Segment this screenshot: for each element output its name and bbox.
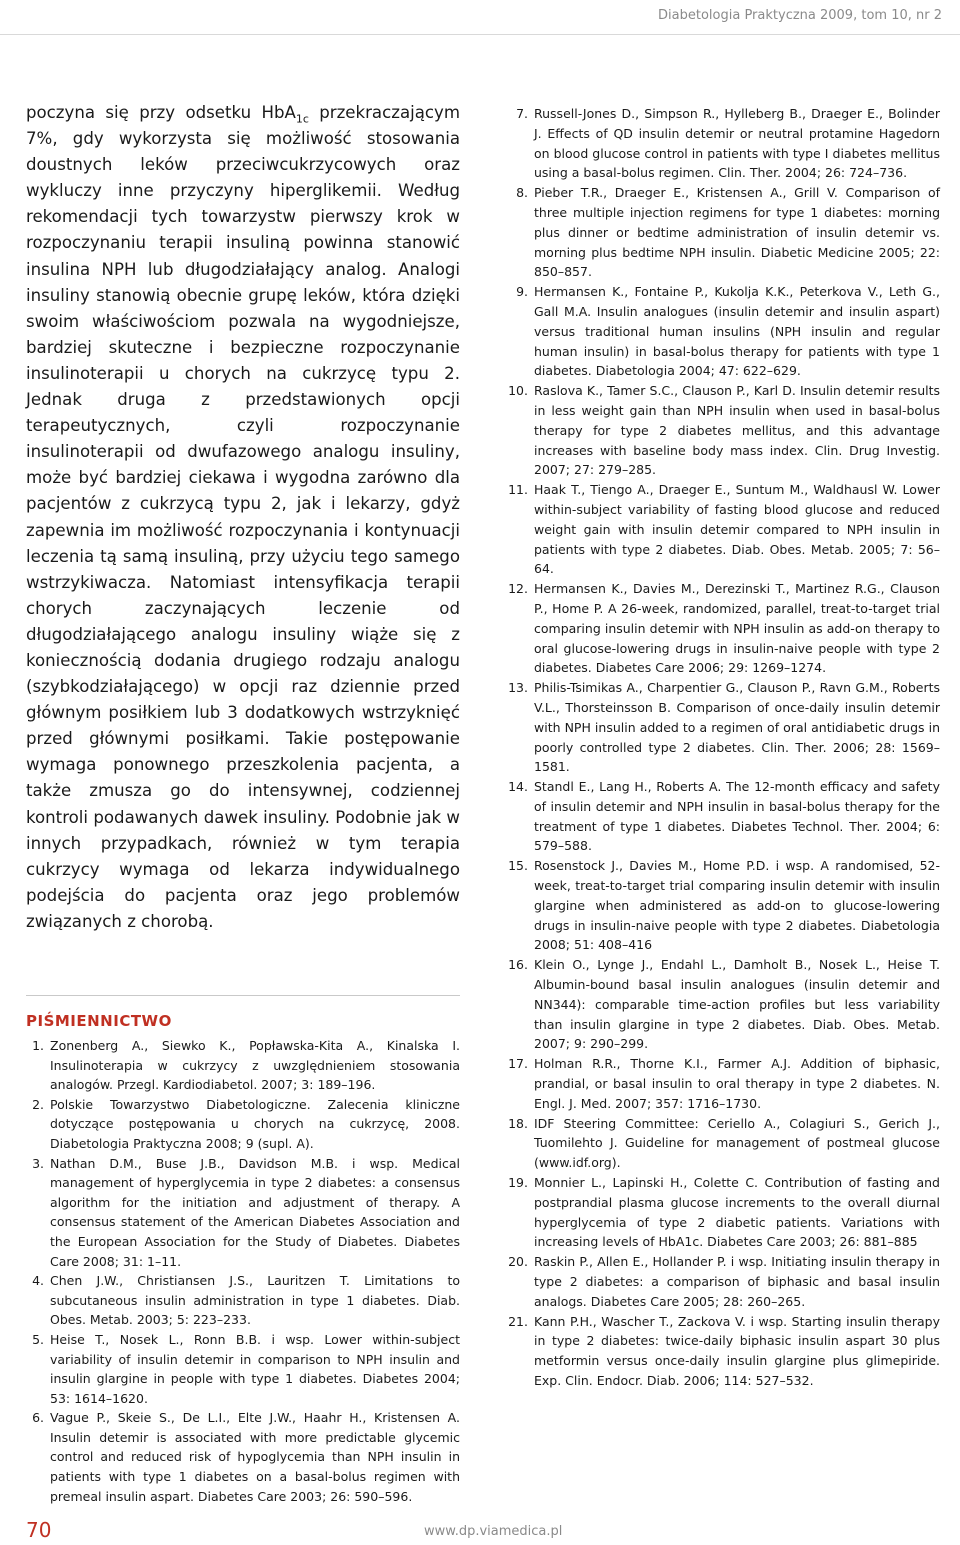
- reference-item: [500, 579, 940, 678]
- reference-number: 2.: [32, 1096, 44, 1112]
- reference-number: 7.: [516, 106, 528, 121]
- hba1c-subscript: 1c: [295, 112, 309, 126]
- reference-number: 15.: [508, 858, 528, 874]
- reference-item: [500, 777, 940, 856]
- body-paragraph: [26, 100, 460, 935]
- reference-number: 20.: [508, 1254, 528, 1270]
- reference-number: 4.: [32, 1273, 44, 1289]
- reference-item: [26, 1271, 460, 1330]
- reference-text: Zonenberg A., Siewko K., Popławska-Kita A., Kinalska I. Insulinoterapia w cukrzycy z uwzględnieniem stosowania analogów. Przegl. Kardiodiabetol. 2007; 3: 189–196.: [50, 1038, 460, 1093]
- reference-text: IDF Steering Committee: Ceriello A., Colagiuri S., Gerich J., Tuomilehto J. Guideline for management of postmeal glucose (www.idf.org).: [534, 1115, 940, 1171]
- reference-number: 18.: [508, 1115, 528, 1131]
- reference-item: [500, 183, 940, 282]
- page-number: 70: [26, 1518, 52, 1542]
- reference-text: Pieber T.R., Draeger E., Kristensen A., Grill V. Comparison of three multiple injection regimens for type 1 diabetes: morning plus dinner or bedtime administration of insulin detemir vs. morning plus bedtime NPH insulin. Diabetic Medicine 2005; 22: 850–857.: [534, 185, 940, 280]
- left-column: [26, 100, 460, 1506]
- reference-item: [500, 480, 940, 579]
- reference-item: [26, 1154, 460, 1272]
- section-divider: [26, 995, 460, 996]
- reference-text: Chen J.W., Christiansen J.S., Lauritzen T. Limitations to subcutaneous insulin administration in type 1 diabetes. Diab. Obes. Metab. 2003; 5: 223–233.: [50, 1273, 460, 1328]
- reference-item: [500, 1114, 940, 1173]
- reference-item: [500, 1252, 940, 1311]
- running-header: [0, 0, 960, 35]
- footer-url: www.dp.viamedica.pl: [424, 1524, 563, 1539]
- reference-item: [500, 1054, 940, 1113]
- reference-text: Haak T., Tiengo A., Draeger E., Suntum M., Waldhausl W. Lower within-subject variability of fasting blood glucose and reduced weight gain with insulin detemir compared to NPH insulin in patients with type 2 diabetes. Diab. Obes. Metab. 2005; 7: 56–64.: [534, 482, 940, 577]
- reference-text: Standl E., Lang H., Roberts A. The 12-month efficacy and safety of insulin detemir and NPH insulin in basal-bolus therapy for the treatment of type 1 diabetes. Diabetes Technol. Ther. 2004; 6: 579–588.: [534, 779, 940, 854]
- reference-text: Russell-Jones D., Simpson R., Hylleberg B., Draeger E., Bolinder J. Effects of QD insulin detemir or neutral protamine Hagedorn on blood glucose control in patients with type I diabetes mellitus using a basal-bolus regimen. Clin. Ther. 2004; 26: 724–736.: [534, 106, 940, 181]
- reference-number: 3.: [32, 1155, 44, 1171]
- reference-text: Nathan D.M., Buse J.B., Davidson M.B. i wsp. Medical management of hyperglycemia in type 2 diabetes: a consensus algorithm for the initiation and adjustment of therapy. A consensus statement of the American Diabetes Association and the European Association for the Study of Diabetes. Diabetes Care 2008; 31: 1–11.: [50, 1155, 460, 1269]
- body-text-rest: przekraczającym 7%, gdy wykorzysta się możliwość stosowania doustnych leków przeciwcukrzycowych oraz wykluczy inne przyczyny hiperglikemii. Według rekomendacji tych towarzystw pierwszy krok w rozpoczynaniu terapii insuliną powinna stanowić insulina NPH lub długodziałający analog. Analogi insuliny stanowią obecnie grupę leków, która dzięki swoim właściwościom pozwala na wygodniejsze, bardziej skuteczne i bezpieczne rozpoczynanie insulinoterapii u chorych na cukrzycę typu 2. Jednak druga z przedstawionych opcji terapeutycznych, czyli rozpoczynanie insulinoterapii od dwufazowego analogu insuliny, może być bardziej ciekawa i wygodna zarówno dla pacjentów z cukrzycą typu 2, jak i lekarzy, gdyż zapewnia im możliwość rozpoczynania i kontynuacji leczenia tą samą insuliną, przy użyciu tego samego wstrzykiwacza. Natomiast intensyfikacja terapii chorych zaczynających leczenie od długodziałającego analogu insuliny wiąże się z koniecznością dodania drugiego rodzaju analogu (szybkodziałającego) w opcji raz dziennie przed głównym posiłkiem lub 3 dodatkowych wstrzyknięć przed głównymi posiłkami. Takie postępowanie wymaga ponownego przeszkolenia pacjenta, a także zmusza go do intensywnej, codziennej kontroli podawanych dawek insuliny. Podobnie jak w innych przypadkach, również w tym terapia cukrzycy wymaga od lekarza indywidualnego podejścia do pacjenta oraz jego problemów związanych z chorobą.: [26, 103, 460, 931]
- reference-item: [500, 282, 940, 381]
- reference-number: 5.: [32, 1331, 44, 1347]
- reference-number: 9.: [516, 284, 528, 300]
- reference-text: Kann P.H., Wascher T., Zackova V. i wsp. Starting insulin therapy in type 2 diabetes: twice-daily biphasic insulin aspart 30 plus metformin versus once-daily insulin glargine plus glimepiride. Exp. Clin. Endocr. Diab. 2006; 114: 527–532.: [534, 1313, 940, 1388]
- reference-text: Raslova K., Tamer S.C., Clauson P., Karl D. Insulin detemir results in less weight gain than NPH insulin when used in basal-bolus therapy for type 2 diabetes mellitus, and this advantage increases with baseline body mass index. Clin. Drug Investig. 2007; 27: 279–285.: [534, 383, 940, 478]
- reference-item: [500, 678, 940, 777]
- reference-item: [500, 856, 940, 955]
- reference-item: [26, 1330, 460, 1408]
- reference-number: 17.: [508, 1056, 528, 1072]
- reference-item: [26, 1036, 460, 1095]
- reference-number: 11.: [508, 482, 528, 498]
- reference-item: [26, 1095, 460, 1154]
- reference-number: 13.: [508, 680, 528, 696]
- reference-number: 1.: [32, 1038, 44, 1053]
- reference-item: [500, 1312, 940, 1391]
- reference-text: Holman R.R., Thorne K.I., Farmer A.J. Addition of biphasic, prandial, or basal insulin to oral therapy in type 2 diabetes. N. Engl. J. Med. 2007; 357: 1716–1730.: [534, 1056, 940, 1111]
- reference-text: Rosenstock J., Davies M., Home P.D. i wsp. A randomised, 52-week, treat-to-target trial comparing insulin detemir with insulin glargine when administered as add-on to glucose-lowering drugs in insulin-naive people with type 2 diabetes. Diabetologia 2008; 51: 408–416: [534, 858, 940, 953]
- reference-number: 19.: [508, 1175, 528, 1191]
- reference-text: Hermansen K., Davies M., Derezinski T., Martinez R.G., Clauson P., Home P. A 26-week, randomized, parallel, treat-to-target trial comparing insulin detemir with NPH insulin as add-on therapy to oral glucose-lowering drugs in insulin-naive people with type 2 diabetes. Diabetes Care 2006; 29: 1269–1274.: [534, 581, 940, 676]
- references-title: PIŚMIENNICTWO: [26, 1012, 172, 1030]
- reference-number: 21.: [508, 1313, 528, 1329]
- reference-number: 8.: [516, 185, 528, 201]
- reference-number: 14.: [508, 779, 528, 795]
- reference-text: Philis-Tsimikas A., Charpentier G., Clauson P., Ravn G.M., Roberts V.L., Thorsteinsson B. Comparison of once-daily insulin detemir with NPH insulin added to a regimen of oral antidiabetic drugs in poorly controlled type 2 diabetes. Clin. Ther. 2006; 28: 1569–1581.: [534, 680, 940, 775]
- reference-text: Monnier L., Lapinski H., Colette C. Contribution of fasting and postprandial plasma glucose increments to the overall diurnal hyperglycemia of type 2 diabetic patients. Variations with increasing levels of HbA1c. Diabetes Care 2003; 26: 881–885: [534, 1175, 940, 1250]
- reference-item: [500, 381, 940, 480]
- reference-text: Raskin P., Allen E., Hollander P. i wsp. Initiating insulin therapy in type 2 diabetes: a comparison of biphasic and basal insulin analogs. Diabetes Care 2005; 28: 260–265.: [534, 1254, 940, 1309]
- reference-list-right: [500, 104, 940, 1391]
- reference-number: 10.: [508, 383, 528, 399]
- journal-title: Diabetologia Praktyczna 2009, tom 10, nr 2: [658, 8, 942, 23]
- reference-text: Vague P., Skeie S., De L.I., Elte J.W., Haahr H., Kristensen A. Insulin detemir is associated with more predictable glycemic control and reduced risk of hypoglycemia than NPH insulin in patients with type 1 diabetes on a basal-bolus regimen with premeal insulin aspart. Diabetes Care 2003; 26: 590–596.: [50, 1410, 460, 1504]
- reference-number: 6.: [32, 1410, 44, 1426]
- right-column: [500, 104, 940, 1391]
- reference-list-left: [26, 1036, 460, 1506]
- body-text-start: poczyna się przy odsetku HbA: [26, 103, 296, 122]
- reference-item: [500, 104, 940, 183]
- reference-number: 16.: [508, 957, 528, 973]
- reference-text: Polskie Towarzystwo Diabetologiczne. Zalecenia kliniczne dotyczące postępowania u chorych na cukrzycę, 2008. Diabetologia Praktyczna 2008; 9 (supl. A).: [50, 1096, 460, 1151]
- reference-text: Klein O., Lynge J., Endahl L., Damholt B., Nosek L., Heise T. Albumin-bound basal insulin analogues (insulin detemir and NN344): comparable time-action profiles but less variability than insulin glargine in type 2 diabetes. Diab. Obes. Metab. 2007; 9: 290–299.: [534, 957, 940, 1052]
- reference-item: [500, 955, 940, 1054]
- reference-item: [26, 1408, 460, 1506]
- reference-number: 12.: [508, 581, 528, 597]
- reference-item: [500, 1173, 940, 1252]
- reference-text: Heise T., Nosek L., Ronn B.B. i wsp. Lower within-subject variability of insulin detemir in comparison to NPH insulin and insulin glargine in people with type 1 diabetes. Diabetes 2004; 53: 1614–1620.: [50, 1331, 460, 1406]
- reference-text: Hermansen K., Fontaine P., Kukolja K.K., Peterkova V., Leth G., Gall M.A. Insulin analogues (insulin detemir and insulin aspart) versus traditional human insulins (NPH insulin and regular human insulin) in basal-bolus therapy for patients with type 1 diabetes. Diabetologia 2004; 47: 622–629.: [534, 284, 940, 379]
